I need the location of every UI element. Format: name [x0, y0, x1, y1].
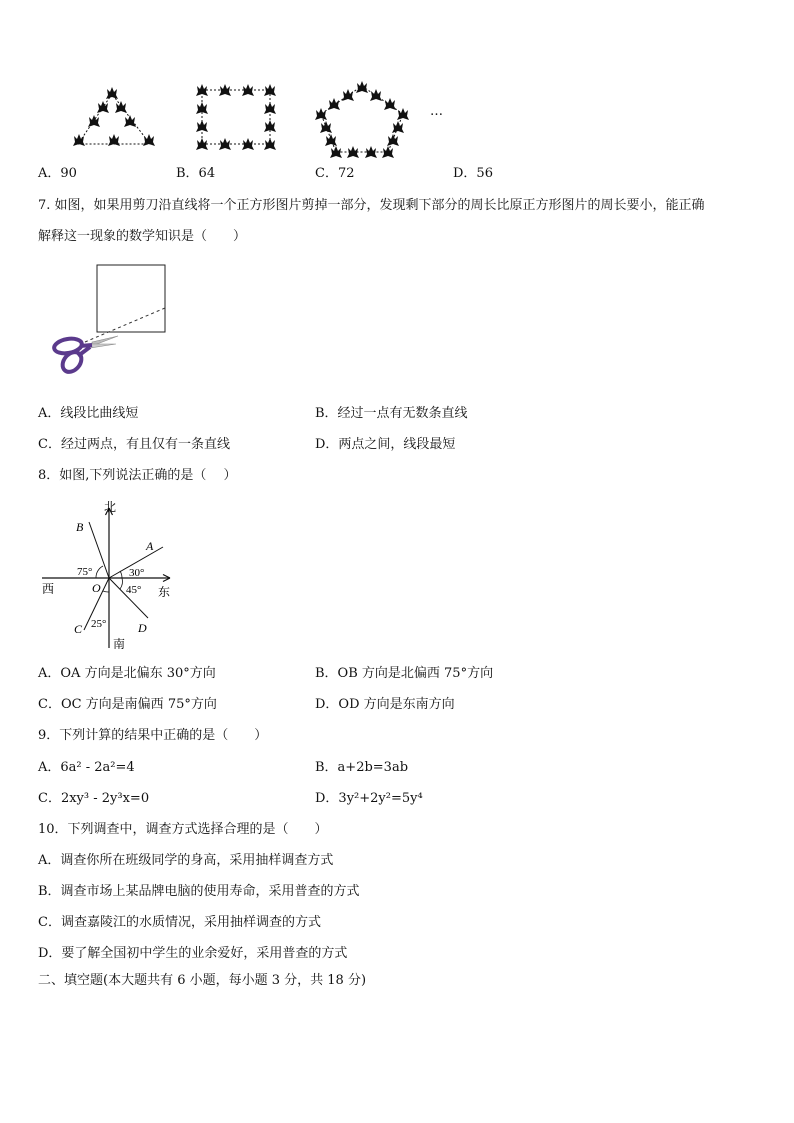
square-pattern — [202, 90, 270, 144]
q6-option-b[interactable]: B．64 — [176, 166, 216, 181]
q6-option-a[interactable]: A．90 — [38, 166, 77, 181]
q9-stem: 9．下列计算的结果中正确的是（ ） — [38, 728, 268, 743]
label-o: O — [92, 581, 101, 595]
q10-option-b[interactable]: B．调查市场上某品牌电脑的使用寿命，采用普查的方式 — [38, 884, 360, 899]
label-c: C — [74, 622, 83, 636]
q9-option-d[interactable]: D．3y²+2y²=5y⁴ — [315, 791, 423, 806]
label-d: D — [138, 621, 147, 635]
angle-25-label: 25° — [91, 618, 107, 630]
square-chess-pieces — [196, 84, 276, 150]
angle-45-label: 45° — [126, 584, 142, 596]
angle-30-label: 30° — [129, 567, 145, 579]
west-label: 西 — [42, 582, 55, 596]
q7-option-b[interactable]: B．经过一点有无数条直线 — [315, 406, 468, 421]
q7-option-c[interactable]: C．经过两点，有且仅有一条直线 — [38, 437, 230, 452]
q7-option-a[interactable]: A．线段比曲线短 — [38, 406, 139, 421]
q8-option-c[interactable]: C．OC 方向是南偏西 75°方向 — [38, 697, 217, 712]
q6-option-c[interactable]: C．72 — [315, 166, 355, 181]
q6-option-d[interactable]: D．56 — [453, 166, 493, 181]
q8-stem: 8．如图,下列说法正确的是（ ） — [38, 468, 237, 483]
q9-option-c[interactable]: C．2xy³ - 2y³x=0 — [38, 791, 150, 806]
q7-option-d[interactable]: D．两点之间，线段最短 — [315, 437, 456, 452]
angle-75-label: 75° — [77, 566, 93, 578]
q10-option-a[interactable]: A．调查你所在班级同学的身高，采用抽样调查方式 — [38, 853, 334, 868]
q6-ellipsis: … — [430, 104, 443, 119]
q9-option-b[interactable]: B．a+2b=3ab — [315, 760, 409, 775]
q10-option-c[interactable]: C．调查嘉陵江的水质情况，采用抽样调查的方式 — [38, 915, 321, 930]
q8-option-d[interactable]: D．OD 方向是东南方向 — [315, 697, 455, 712]
east-label: 东 — [158, 585, 171, 599]
q9-option-a[interactable]: A．6a² - 2a²=4 — [38, 760, 135, 775]
q7-stem-line2: 解释这一现象的数学知识是（ ） — [38, 229, 247, 244]
q6-pattern-figures — [0, 0, 794, 170]
q10-stem: 10．下列调查中，调查方式选择合理的是（ ） — [38, 822, 328, 837]
q10-option-d[interactable]: D．要了解全国初中学生的业余爱好，采用普查的方式 — [38, 946, 348, 961]
q8-direction-figure — [38, 496, 188, 654]
triangle-chess-pieces — [73, 87, 155, 146]
south-label: 南 — [113, 637, 126, 651]
q8-option-b[interactable]: B．OB 方向是北偏西 75°方向 — [315, 666, 494, 681]
label-b: B — [76, 520, 84, 534]
north-label: 北 — [104, 500, 117, 514]
q8-option-a[interactable]: A．OA 方向是北偏东 30°方向 — [38, 666, 216, 681]
section2-heading: 二、填空题(本大题共有 6 小题，每小题 3 分，共 18 分) — [38, 973, 367, 988]
q7-stem-line1: 7. 如图，如果用剪刀沿直线将一个正方形图片剪掉一部分，发现剩下部分的周长比原正方形图片的周长要小，能正确 — [38, 198, 705, 213]
pentagon-chess-pieces — [315, 81, 409, 158]
q7-scissors-figure — [40, 258, 180, 383]
label-a: A — [146, 539, 154, 553]
